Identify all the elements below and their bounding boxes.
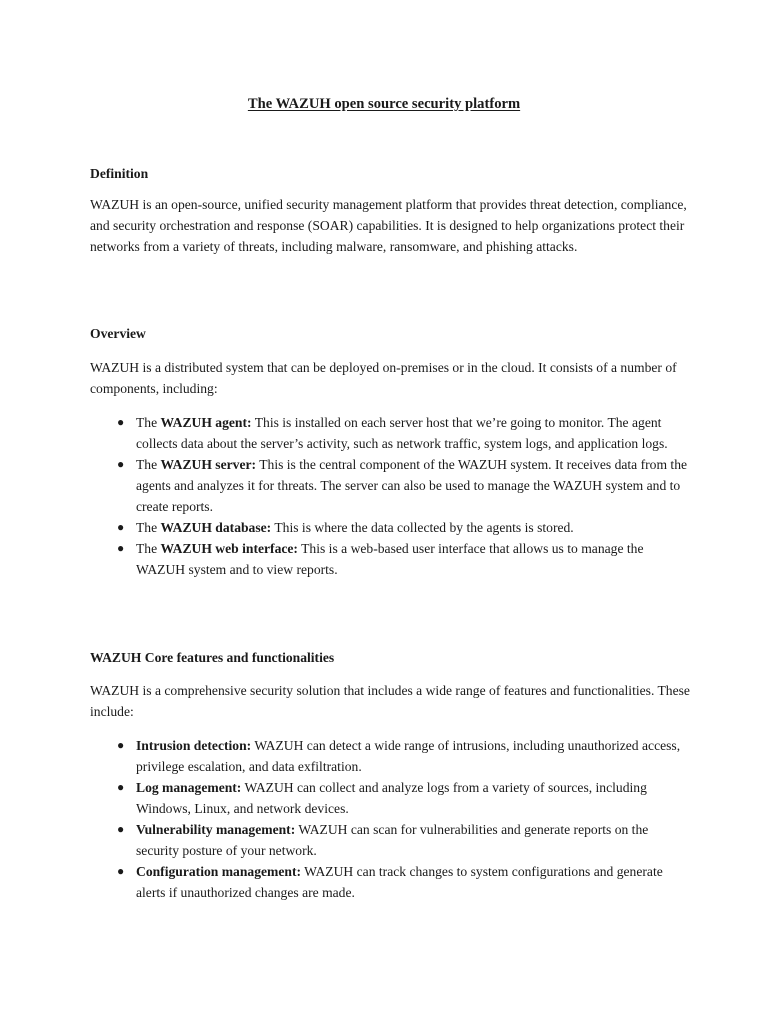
definition-paragraph: WAZUH is an open-source, unified security management platform that provides threat detection, compliance, and security orchestration and response (SOAR) capabilities. It is designed to help organizations protect their networks from a variety of threats, including malware, ransomware, and phishing attacks. <box>90 197 687 254</box>
features-list <box>90 735 690 903</box>
item-text: WAZUH can collect and analyze logs from a variety of sources, including Windows, Linux, and network devices. <box>136 780 647 816</box>
item-term: WAZUH server: <box>160 457 257 472</box>
item-term: WAZUH database: <box>160 520 272 535</box>
item-text: WAZUH can scan for vulnerabilities and generate reports on the security posture of your network. <box>136 822 649 858</box>
item-term: WAZUH agent: <box>160 415 252 430</box>
list-item <box>90 538 690 580</box>
item-prefix: The <box>136 457 161 472</box>
overview-heading: Overview <box>90 326 146 341</box>
list-item <box>90 412 690 454</box>
item-text: WAZUH can track changes to system configurations and generate alerts if unauthorized changes are made. <box>136 864 663 900</box>
item-prefix: The <box>136 541 161 556</box>
item-prefix: The <box>136 415 161 430</box>
item-term: WAZUH web interface: <box>160 541 298 556</box>
bullet-icon: ● <box>117 738 125 752</box>
document-title: The WAZUH open source security platform <box>247 96 521 112</box>
item-term: Log management: <box>136 780 242 795</box>
list-item <box>90 777 690 819</box>
item-term: Configuration management: <box>136 864 302 879</box>
bullet-icon: ● <box>117 822 125 836</box>
list-item <box>90 819 690 861</box>
bullet-icon: ● <box>117 864 125 878</box>
definition-heading: Definition <box>90 166 149 181</box>
features-heading: WAZUH Core features and functionalities <box>90 650 335 665</box>
bullet-icon: ● <box>117 415 125 429</box>
bullet-icon: ● <box>117 520 125 534</box>
bullet-icon: ● <box>117 457 125 471</box>
bullet-icon: ● <box>117 541 125 555</box>
item-text: This is a web-based user interface that allows us to manage the WAZUH system and to view reports. <box>136 541 644 577</box>
list-item <box>90 861 690 903</box>
list-item <box>90 735 690 777</box>
bullet-icon: ● <box>117 780 125 794</box>
item-term: Intrusion detection: <box>136 738 252 753</box>
item-text: This is the central component of the WAZUH system. It receives data from the agents and analyzes it for threats. The server can also be used to manage the WAZUH system and to create reports. <box>136 457 688 514</box>
item-text: This is installed on each server host that we’re going to monitor. The agent collects data about the server’s activity, such as network traffic, system logs, and application logs. <box>136 415 668 451</box>
overview-intro: WAZUH is a distributed system that can be deployed on-premises or in the cloud. It consists of a number of components, including: <box>90 360 677 396</box>
item-text: This is where the data collected by the agents is stored. <box>271 520 574 535</box>
features-intro: WAZUH is a comprehensive security solution that includes a wide range of features and functionalities. These include: <box>90 683 690 719</box>
list-item <box>90 517 690 538</box>
overview-component-list <box>90 412 690 580</box>
item-prefix: The <box>136 520 161 535</box>
item-term: Vulnerability management: <box>136 822 296 837</box>
list-item <box>90 454 690 517</box>
item-text: WAZUH can detect a wide range of intrusions, including unauthorized access, privilege escalation, and data exfiltration. <box>136 738 681 774</box>
